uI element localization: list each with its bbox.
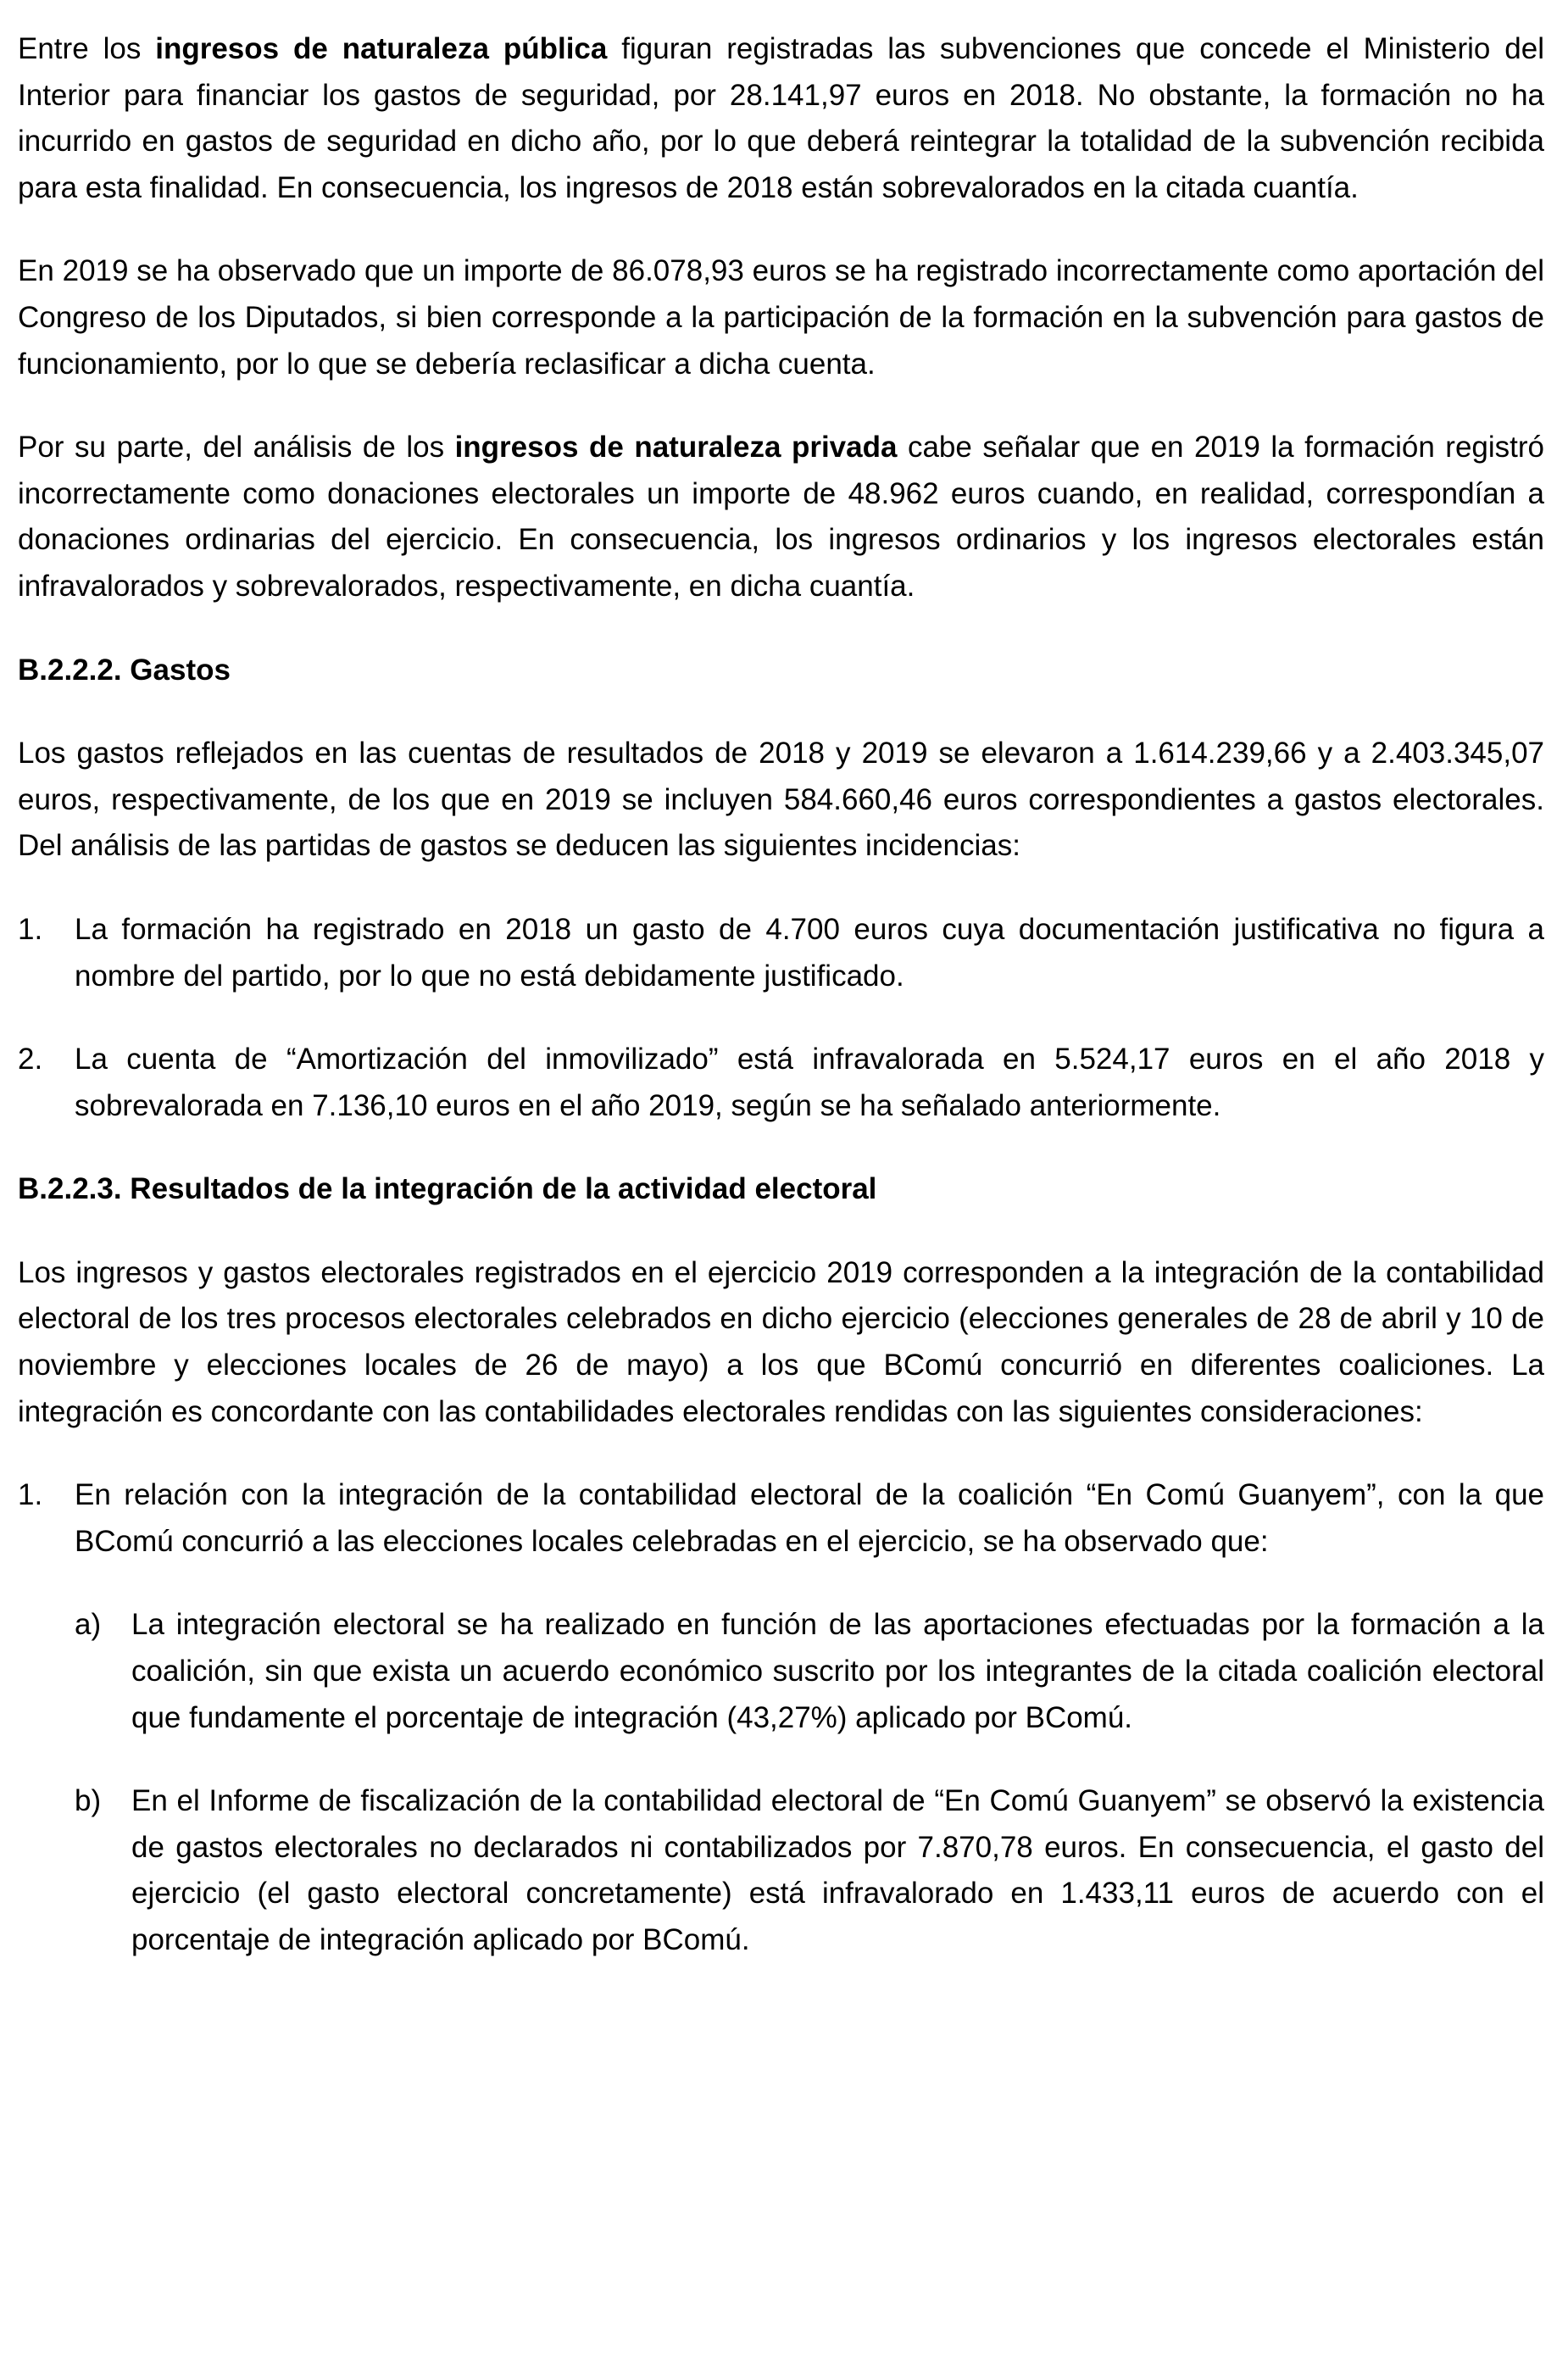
section-heading-gastos: B.2.2.2. Gastos (18, 653, 231, 687)
text: cabe señalar que en 2019 la formación registró incorrectamente como donaciones electorales un importe de 48.962 euros cuando, en realidad, correspondían a donaciones ordinarias del ejercicio. En consecuencia, los ingresos ordinarios y los ingresos electorales están infravalorados y sobrevalorados, respectivamente, en dicha cuantía. (18, 431, 1544, 603)
list-text: La formación ha registrado en 2018 un gasto de 4.700 euros cuya documentación justificativa no figura a nombre del partido, por lo que no está debidamente justificado. (75, 912, 1544, 993)
list-text: La cuenta de “Amortización del inmovilizado” está infravalorada en 5.524,17 euros en el año 2018 y sobrevalorada en 7.136,10 euros en el año 2019, según se ha señalado anteriormente. (75, 1043, 1544, 1122)
bold-term: ingresos de naturaleza privada (454, 431, 898, 464)
paragraph-expenses: Los gastos reflejados en las cuentas de resultados de 2018 y 2019 se elevaron a 1.614.239,66 y a 2.403.345,07 euros, respectivamente, de los que en 2019 se incluyen 584.660,46 euros correspondientes a gastos electorales. Del análisis de las partidas de gastos se deducen las siguientes incidencias: (18, 737, 1544, 863)
paragraph-2019-reclassification: En 2019 se ha observado que un importe de 86.078,93 euros se ha registrado incorrectamente como aportación del Congreso de los Diputados, si bien corresponde a la participación de la formación en la subvención para gastos de funcionamiento, por lo que se debería reclasificar a dicha cuenta. (18, 254, 1544, 381)
list-text: La integración electoral se ha realizado en función de las aportaciones efectuadas por la formación a la coalición, sin que exista un acuerdo económico suscrito por los integrantes de la citada coalición electoral que fundamente el porcentaje de integración (43,27%) aplicado por BComú. (131, 1608, 1544, 1734)
text: Entre los (18, 32, 156, 65)
list-text: En el Informe de fiscalización de la contabilidad electoral de “En Comú Guanyem” se observó la existencia de gastos electorales no declarados ni contabilizados por 7.870,78 euros. En consecuencia, el gasto del ejercicio (el gasto electoral concretamente) está infravalorado en 1.433,11 euros de acuerdo con el porcentaje de integración aplicado por BComú. (131, 1784, 1544, 1956)
list-item (18, 1037, 1544, 1129)
paragraph-public-income (18, 26, 1544, 211)
list-item (18, 1472, 1544, 1565)
list-letter: b) (75, 1784, 102, 1818)
section-heading-electoral-integration: B.2.2.3. Resultados de la integración de la actividad electoral (18, 1172, 877, 1206)
text: Por su parte, del análisis de los (18, 431, 455, 464)
paragraph-private-income (18, 425, 1544, 609)
text: figuran registradas las subvenciones que concede el Ministerio del Interior para financiar los gastos de seguridad, por 28.141,97 euros en 2018. No obstante, la formación no ha incurrido en gastos de seguridad en dicho año, por lo que deberá reintegrar la totalidad de la subvención recibida para esta finalidad. En consecuencia, los ingresos de 2018 están sobrevalorados en la citada cuantía. (18, 32, 1544, 204)
list-text: En relación con la integración de la contabilidad electoral de la coalición “En Comú Guanyem”, con la que BComú concurrió a las elecciones locales celebradas en el ejercicio, se ha observado que: (75, 1478, 1544, 1558)
list-number: 2. (18, 1043, 43, 1076)
paragraph-electoral-integration: Los ingresos y gastos electorales registrados en el ejercicio 2019 corresponden a la integración de la contabilidad electoral de los tres procesos electorales celebrados en dicho ejercicio (elecciones generales de 28 de abril y 10 de noviembre y elecciones locales de 26 de mayo) a los que BComú concurrió en diferentes coaliciones. La integración es concordante con las contabilidades electorales rendidas con las siguientes consideraciones: (18, 1255, 1544, 1428)
list-number: 1. (18, 912, 43, 946)
list-number: 1. (18, 1478, 43, 1512)
list-item (18, 907, 1544, 999)
list-letter: a) (75, 1608, 102, 1642)
sublist-item (75, 1778, 1544, 1963)
sublist-item (75, 1602, 1544, 1741)
bold-term: ingresos de naturaleza pública (155, 32, 608, 65)
